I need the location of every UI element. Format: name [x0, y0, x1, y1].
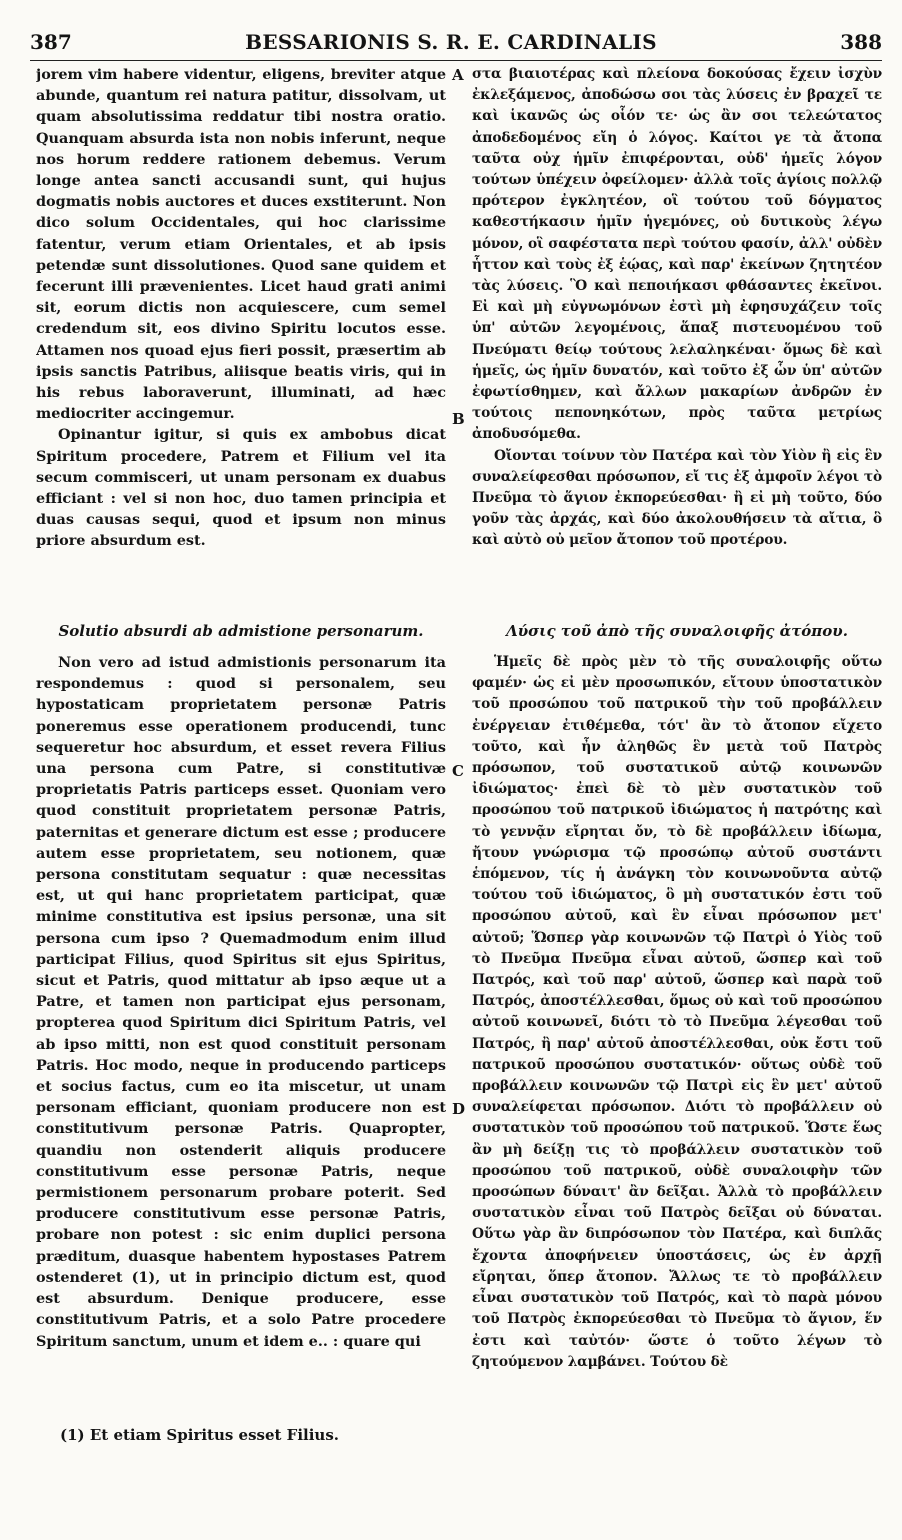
- margin-letter-a: A: [452, 66, 464, 84]
- greek-section-heading: Λύσις τοῦ ἀπὸ τῆς συναλοιφῆς ἀτόπου.: [506, 622, 848, 640]
- running-header: [0, 30, 902, 60]
- header-rule: [30, 60, 882, 61]
- greek-paragraph-3: Ἡμεῖς δὲ πρὸς μὲν τὸ τῆς συναλοιφῆς οὕτω φαμέν· ὡς εἰ μὲν προσωπικόν, εἴτουν ὑποστατικὸν τοῦ προσώπου τοῦ πατρικοῦ τὴν τοῦ προβάλλειν ἐνέργειαν ἐτιθέμεθα, τότ' ἂν τὸ ἄτοπον εἴχετο τοῦτο, καὶ ἦν ἀληθῶς ἓν μετὰ τοῦ Πατρὸς πρόσωπον, τοῦ συστατικοῦ αὐτῷ κοινωνῶν ἰδιώματος· ἐπεὶ δὲ τὸ μὲν συστατικὸν τοῦ προσώπου τοῦ πατρικοῦ ἰδιώματος ἡ πατρότης καὶ τὸ γεννᾷν εἴρηται ὄν, τὸ δὲ προβάλλειν ἰδίωμα, ἤτουν γνώρισμα τῷ προσώπῳ αὐτοῦ συστάντι ἑπόμενον, τίς ἡ ἀνάγκη τὸν κοινωνοῦντα αὐτῷ τούτου τοῦ ἰδιώματος, ὃ μὴ συστατικόν ἐστι τοῦ προσώπου αὐτοῦ, καὶ ἓν εἶναι πρόσωπον μετ' αὐτοῦ; Ὥσπερ γὰρ κοινωνῶν τῷ Πατρὶ ὁ Υἱὸς τοῦ τὸ Πνεῦμα Πνεῦμα εἶναι αὐτοῦ, ὥσπερ καὶ τοῦ Πατρός, καὶ τοῦ παρ' αὐτοῦ, ὥσπερ καὶ παρὰ τοῦ Πατρός, ἀποστέλλεσθαι, ὅμως οὐ καὶ τοῦ προσώπου αὐτοῦ κοινωνεῖ, διότι τὸ τὸ Πνεῦμα λέγεσθαι τοῦ Πατρός, ἢ παρ' αὐτοῦ ἀποστέλλεσθαι, οὐκ ἔστι τοῦ πατρικοῦ προσώπου συστατικόν· οὕτως οὐδὲ τοῦ προβάλλειν κοινωνῶν τῷ Πατρὶ εἰς ἓν μετ' αὐτοῦ συναλείφεται πρόσωπον. Διότι τὸ προβάλλειν οὐ συστατικὸν τοῦ προσώπου τοῦ πατρικοῦ. Ὥστε ἕως ἂν μὴ δείξῃ τις τὸ προβάλλειν συστατικὸν τοῦ προσώπου τοῦ πατρικοῦ, οὐδὲ συναλοιφὴν τῶν προσώπων δύναιτ' ἂν δεῖξαι. Ἀλλὰ τὸ προβάλλειν συστατικὸν εἶναι τοῦ Πατρὸς δεῖξαι οὐ δύναται. Οὕτω γὰρ ἂν διπρόσωπον τὸν Πατέρα, καὶ διπλᾶς ἔχοντα ἀποφήνειεν ὑποστάσεις, ὡς ἐν ἀρχῇ εἴρηται, ὅπερ ἄτοπον. Ἄλλως τε τὸ προβάλλειν εἶναι συστατικὸν τοῦ Πατρός, καὶ τὸ παρὰ μόνου τοῦ Πατρὸς ἐκπορεύεσθαι τὸ Πνεῦμα τὸ ἅγιον, ἕν ἐστι καὶ ταὐτόν· ὥστε ὁ τοῦτο λέγων τὸ ζητούμενον λαμβάνει. Τούτου δὲ: [472, 654, 882, 1370]
- page-number-left: 387: [30, 30, 72, 54]
- margin-letter-d: D: [452, 1100, 466, 1118]
- latin-section-heading: Solutio absurdi ab admistione personarum.: [58, 622, 424, 640]
- latin-paragraph-1: jorem vim habere videntur, eligens, breviter atque abunde, quantum rei natura patitur, dissolvam, ut quam absolutissima reddatur tibi nostra oratio. Quanquam absurda ista non nobis inferunt, neque nos horum reddere rationem debemus. Verum longe antea sancti accusandi sunt, qui hujus dogmatis nobis auctores et duces exstiterunt. Non dico solum Occidentales, qui hoc clarissime fatentur, verum etiam Orientales, et ab ipsis petendæ sunt dissolutiones. Quod sane quidem et fecerunt illi prævenientes. Licet haud grati animi sit, eorum dictis non acquiescere, cum semel credendum sit, eos divino Spiritu locutos esse. Attamen nos quoad ejus fieri possit, præsertim ab ipsis sanctis Patribus, aliisque beatis viris, qui in his rebus laboraverunt, illuminati, ad hæc mediocriter accingemur.: [36, 66, 446, 423]
- greek-paragraph-1: στα βιαιοτέρας καὶ πλείονα δοκούσας ἔχειν ἰσχὺν ἐκλεξάμενος, ἀποδώσω σοι τὰς λύσεις ἐν βραχεῖ τε καὶ ἱκανῶς ὡς οἷόν τε· ὡς ἂν σοι τελεώτατος ἀποδεδομένος εἴη ὁ λόγος. Καίτοι γε τὰ ἄτοπα ταῦτα οὐχ ἡμῖν ἐπιφέρονται, οὐδ' ἡμεῖς λόγον τούτων ὑπέχειν ὀφείλομεν· ἀλλὰ τοῖς ἁγίοις πολλῷ πρότερον ἐγκλητέον, οἳ τούτου τοῦ δόγματος καθεστήκασιν ἡμῖν ἡγεμόνες, οὐ δυτικοὺς λέγω μόνον, οἳ σαφέστατα περὶ τούτου φασίν, ἀλλ' οὐδὲν ἧττον καὶ τοὺς ἐξ ἑῴας, καὶ παρ' ἐκείνων ζητητέον τὰς λύσεις. Ὃ καὶ πεποιήκασι φθάσαντες ἐκεῖνοι. Εἰ καὶ μὴ εὐγνωμόνων ἐστὶ μὴ ἐφησυχάζειν τοῖς ὑπ' αὐτῶν λεγομένοις, ἅπαξ πιστευομένου τοῦ Πνεύματι θείῳ τούτους λελαληκέναι· ὅμως δὲ καὶ ἡμεῖς, ὡς ἡμῖν δυνατόν, καὶ τοῦτο ἐξ ὧν ὑπ' αὐτῶν ἐφωτίσθημεν, καὶ ἄλλων μακαρίων ἀνδρῶν ἐν τούτοις πεπονηκότων, πρὸς ταῦτα μετρίως ἀποδυσόμεθα.: [472, 66, 882, 443]
- latin-paragraph-2: Opinantur igitur, si quis ex ambobus dicat Spiritum procedere, Patrem et Filium vel ita secum commisceri, ut unam personam ex duabus efficiant : vel si non hoc, duo tamen principia et duas causas sequi, quod et ipsum non minus priore absurdum est.: [36, 426, 446, 550]
- greek-paragraph-2: Οἴονται τοίνυν τὸν Πατέρα καὶ τὸν Υἱὸν ἢ εἰς ἓν συναλείφεσθαι πρόσωπον, εἴ τις ἐξ ἀμφοῖν λέγοι τὸ Πνεῦμα τὸ ἅγιον ἐκπορεύεσθαι· ἢ εἰ μὴ τοῦτο, δύο γοῦν τὰς ἀρχάς, καὶ δύο ἀκολουθήσειν τὰ αἴτια, ὃ καὶ αὐτὸ οὐ μεῖον ἄτοπον τοῦ προτέρου.: [472, 447, 882, 549]
- page-number-right: 388: [840, 30, 882, 54]
- margin-letter-b: B: [452, 410, 465, 428]
- greek-column-bottom: [472, 652, 882, 1404]
- greek-column-top: [472, 64, 882, 594]
- margin-letter-c: C: [452, 762, 464, 780]
- latin-column-top: [36, 64, 446, 608]
- footnote: (1) Et etiam Spiritus esset Filius.: [60, 1426, 339, 1444]
- latin-column-bottom: [36, 652, 446, 1404]
- latin-paragraph-3: Non vero ad istud admistionis personarum ita respondemus : quod si personalem, seu hypostaticam proprietatem personæ Patris poneremus esse operationem producendi, tunc sequeretur hoc absurdum, et esset revera Filius una persona cum Patre, si constitutivæ proprietatis Patris particeps esset. Quoniam vero quod constituit proprietatem personæ Patris, paternitas et generare dictum est esse ; producere autem esse proprietatem, seu notionem, quæ persona constitutam sequatur : quæ necessitas est, ut qui hanc proprietatem participat, quæ minime constitutiva est ipsius personæ, una sit persona cum ipso ? Quemadmodum enim illud participat Filius, quod Spiritus sit ejus Spiritus, sicut et Patris, quod mittatur ab ipso æque ut a Patre, et tamen non participat ejus personam, propterea quod Spiritum dici Spiritum Patris, vel ab ipso mitti, non est quod constituit personam Patris. Hoc modo, neque in producendo particeps et socius factus, cum eo ita miscetur, ut unam personam efficiant, quoniam producere non est constitutivum personæ Patris. Quapropter, quandiu non ostenderit aliquis producere constitutivum esse personæ Patris, neque permistionem personarum probare poterit. Sed producere constitutivum esse personæ Patris, probare non potest : sic enim duplici persona præditum, duasque habentem hypostases Patrem ostenderet (1), ut in principio dictum est, quod est absurdum. Denique producere, esse constitutivum Patris, et a solo Patre procedere Spiritum sanctum, unum et idem e.. : quare qui: [36, 654, 446, 1350]
- running-title: BESSARIONIS S. R. E. CARDINALIS: [245, 30, 657, 54]
